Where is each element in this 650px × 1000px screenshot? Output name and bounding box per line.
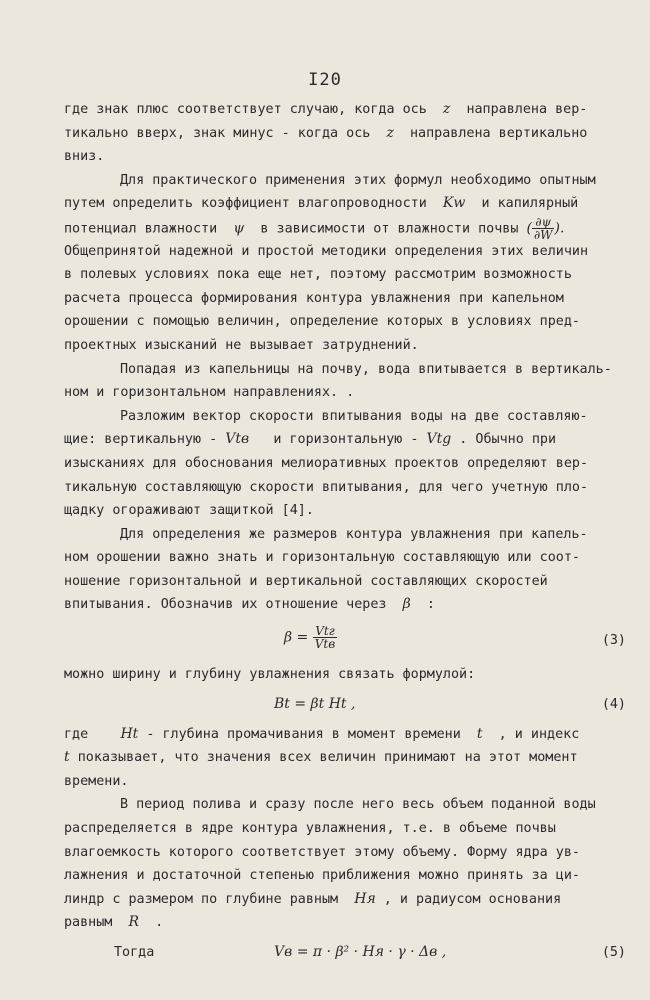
text-line: лажнения и достаточной степенью приближения можно принять за ци- <box>64 868 580 884</box>
text-line: расчета процесса формирования контура увлажнения при капельном <box>64 290 564 306</box>
math-vtg: Vtg <box>426 431 452 448</box>
text-line: Попадая из капельницы на почву, вода впитывается в вертикаль- <box>120 361 612 377</box>
text-line: Общепринятой надежной и простой методики определения этих величин <box>64 243 589 259</box>
text-line: В период полива и сразу после него весь объем поданной воды <box>120 797 596 813</box>
text-line: щадку огораживают защиткой [4]. <box>64 503 314 519</box>
text-line: в полевых условиях пока еще нет, поэтому рассмотрим возможность <box>64 267 572 283</box>
text-line: вниз. <box>64 149 105 165</box>
text-line: тикальную составляющую скорости впитывания, для чего учетную пло- <box>64 479 589 495</box>
text-line: линдр с размером по глубине равным Hя , и радиусом основания <box>64 890 562 907</box>
text-line: t показывает, что значения всех величин принимают на этот момент <box>64 749 578 766</box>
text-line: впитывания. Обозначив их отношение через β : <box>64 596 435 613</box>
text-line: ношение горизонтальной и вертикальной составляющих скоростей <box>64 573 548 589</box>
text-line: изысканиях для обоснования мелиоративных проектов определяют вер- <box>64 455 589 471</box>
page-number: I20 <box>308 70 342 90</box>
text-line: потенциал влажности ψ в зависимости от влажности почвы ( $\frac{\partial\psi}{\partial W}$ ). <box>64 214 565 242</box>
math-z: z <box>386 124 394 141</box>
math-t: t <box>476 725 483 742</box>
text-line: где знак плюс соответствует случаю, когда ось z направлена вер- <box>64 101 588 117</box>
math-kw: Kw <box>442 195 466 212</box>
text-line: Разложим вектор скорости впитывания воды на две составляю- <box>120 408 588 424</box>
equation-number: (4) <box>601 696 626 712</box>
math-t: t <box>64 749 70 766</box>
equation-lead: Тогда <box>114 945 155 960</box>
text-line: орошении с помощью величин, определение которых в условиях пред- <box>64 314 580 330</box>
text-line: ном и горизонтальном направлениях. . <box>64 385 355 401</box>
equation-number: (5) <box>601 945 626 960</box>
text-line: путем определить коэффициент влагопроводности Kw и капилярный <box>64 195 579 212</box>
math-beta: β <box>402 596 411 613</box>
math-r: R <box>128 914 140 931</box>
text-line: Для определения же размеров контура увлажнения при капель- <box>120 526 588 542</box>
math-psi: ψ <box>233 220 245 237</box>
equation-number: (3) <box>601 633 626 649</box>
equation-4: Bt = βt Ht , (4) <box>64 687 626 723</box>
derivative-fraction: $\frac{\partial\psi}{\partial W}$ <box>533 214 553 242</box>
text-line: Для практического применения этих формул необходимо опытным <box>120 172 596 188</box>
text-line: щие: вертикальную - Vtв и горизонтальную - Vtg . Обычно при <box>64 431 557 448</box>
text-line: проектных изысканий не вызывает затруднений. <box>64 337 419 353</box>
math-vtv: Vtв <box>225 431 250 448</box>
math-z: z <box>442 101 451 117</box>
math-ht: Ht <box>120 725 139 742</box>
body-text <box>64 98 626 971</box>
text-line: ном орошении важно знать и горизонтальную составляющую или соот- <box>64 550 580 566</box>
text-line: влагоемкость которого соответствует этому объему. Форму ядра ув- <box>64 844 580 860</box>
text-line: тикально вверх, знак минус - когда ось z направлена вертикально <box>64 124 588 141</box>
text-line: равным R . <box>64 914 164 931</box>
math-hya: Hя <box>354 890 376 907</box>
text-line: времени. <box>64 773 129 789</box>
text-line: распределяется в ядре контура увлажнения, т.е. в объеме почвы <box>64 821 556 837</box>
equation-5: Тогда Vв = π · β² · Hя · γ · Δв , (5) <box>64 935 626 971</box>
equation-3: β = $\frac{\text{Vtг}}{\text{Vtв}}$ (3) <box>284 624 626 652</box>
text-line: где Ht - глубина промачивания в момент времени t , и индекс <box>64 725 580 742</box>
text-line: можно ширину и глубину увлажнения связать формулой: <box>64 667 476 683</box>
